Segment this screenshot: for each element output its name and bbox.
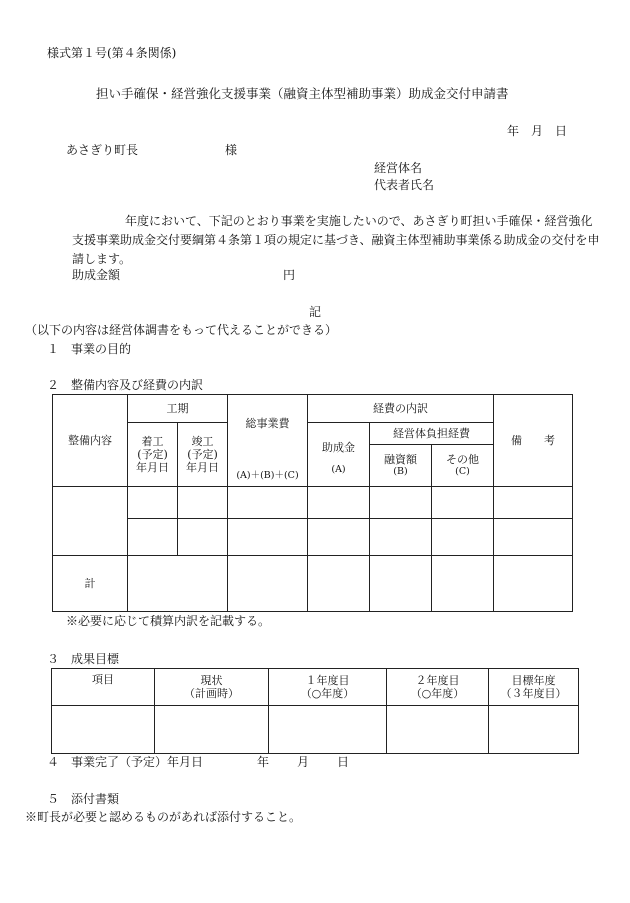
header-target-year bbox=[489, 669, 579, 706]
header-loan-label: 融資額 bbox=[384, 453, 417, 467]
addressee: あさぎり町長 bbox=[66, 143, 139, 157]
total-row-label: 計 bbox=[53, 556, 128, 612]
header-start bbox=[128, 423, 178, 487]
header-total-formula: (A)＋(B)＋(C) bbox=[236, 470, 299, 482]
section5-note: ※町長が必要と認めるものがあれば添付すること。 bbox=[25, 810, 302, 824]
addressee-suffix: 様 bbox=[225, 143, 238, 157]
header-item: 項目 bbox=[52, 669, 155, 706]
header-year2-sub: （○年度） bbox=[410, 687, 465, 700]
header-year1-label: １年度目 bbox=[305, 673, 350, 687]
table1-note: ※必要に応じて積算内訳を記載する。 bbox=[66, 614, 271, 628]
section4-heading: ４ 事業完了（予定）年月日 bbox=[47, 755, 204, 769]
section5-heading: ５ 添付書類 bbox=[47, 792, 120, 806]
yen-label: 円 bbox=[283, 268, 296, 282]
body-paragraph: 年度において、下記のとおり事業を実施したいので、あさぎり町担い手確保・経営強化支援事業助成金交付要綱第４条第１項の規定に基づき、融資主体型補助事業係る助成金の交付を申請します。 bbox=[72, 214, 600, 266]
header-current-sub: （計画時） bbox=[184, 687, 239, 700]
header-current bbox=[155, 669, 269, 706]
header-target-sub: （３年度目） bbox=[500, 687, 567, 700]
header-start-date: 年月日 bbox=[136, 461, 169, 475]
header-period: 工期 bbox=[128, 395, 228, 423]
header-grant bbox=[308, 423, 370, 487]
header-other-code: (C) bbox=[455, 465, 470, 477]
completion-year: 年 bbox=[257, 755, 270, 769]
header-end bbox=[178, 423, 228, 487]
header-year1 bbox=[269, 669, 387, 706]
header-breakdown: 経費の内訳 bbox=[308, 395, 494, 423]
header-grant-label: 助成金 bbox=[322, 441, 355, 455]
header-current-label: 現状 bbox=[200, 673, 223, 687]
form-number: 様式第１号(第４条関係) bbox=[47, 46, 177, 60]
grant-amount-label: 助成金額 bbox=[72, 268, 121, 282]
header-other-label: その他 bbox=[446, 453, 480, 467]
applicant-name-label: 経営体名 bbox=[374, 161, 423, 175]
completion-month: 月 bbox=[297, 755, 310, 769]
header-start-planned: (予定) bbox=[137, 447, 168, 461]
header-year2-label: ２年度目 bbox=[415, 673, 460, 687]
table-total-row bbox=[53, 556, 573, 612]
outcome-target-table bbox=[51, 668, 579, 754]
cost-breakdown-table bbox=[52, 394, 573, 612]
header-grant-code: (A) bbox=[331, 463, 346, 475]
ki-label: 記 bbox=[309, 305, 322, 319]
header-loan-code: (B) bbox=[393, 465, 408, 477]
section2-heading: ２ 整備内容及び経費の内訳 bbox=[47, 378, 204, 392]
header-start-label: 着工 bbox=[141, 434, 164, 448]
header-burden: 経営体負担経費 bbox=[370, 423, 494, 445]
header-other bbox=[432, 445, 494, 487]
representative-label: 代表者氏名 bbox=[374, 178, 435, 192]
header-total-label: 総事業費 bbox=[245, 417, 290, 430]
table-row bbox=[53, 519, 573, 556]
section3-heading: ３ 成果目標 bbox=[47, 652, 120, 666]
document-title: 担い手確保・経営強化支援事業（融資主体型補助事業）助成金交付申請書 bbox=[96, 86, 509, 101]
header-remarks: 備 考 bbox=[494, 395, 573, 487]
section1-heading: １ 事業の目的 bbox=[47, 342, 132, 356]
header-end-planned: (予定) bbox=[187, 447, 218, 461]
header-target-label: 目標年度 bbox=[511, 673, 556, 687]
table-row bbox=[53, 487, 573, 519]
completion-day: 日 bbox=[337, 755, 350, 769]
header-year1-sub: （○年度） bbox=[300, 687, 355, 700]
substitute-note: （以下の内容は経営体調書をもって代えることができる） bbox=[25, 323, 338, 337]
header-loan bbox=[370, 445, 432, 487]
header-end-date: 年月日 bbox=[186, 461, 219, 475]
header-end-label: 竣工 bbox=[191, 434, 214, 448]
header-content: 整備内容 bbox=[53, 395, 128, 487]
table-row bbox=[52, 706, 579, 754]
header-total bbox=[228, 395, 308, 487]
date-line: 年 月 日 bbox=[507, 124, 568, 138]
header-year2 bbox=[387, 669, 489, 706]
